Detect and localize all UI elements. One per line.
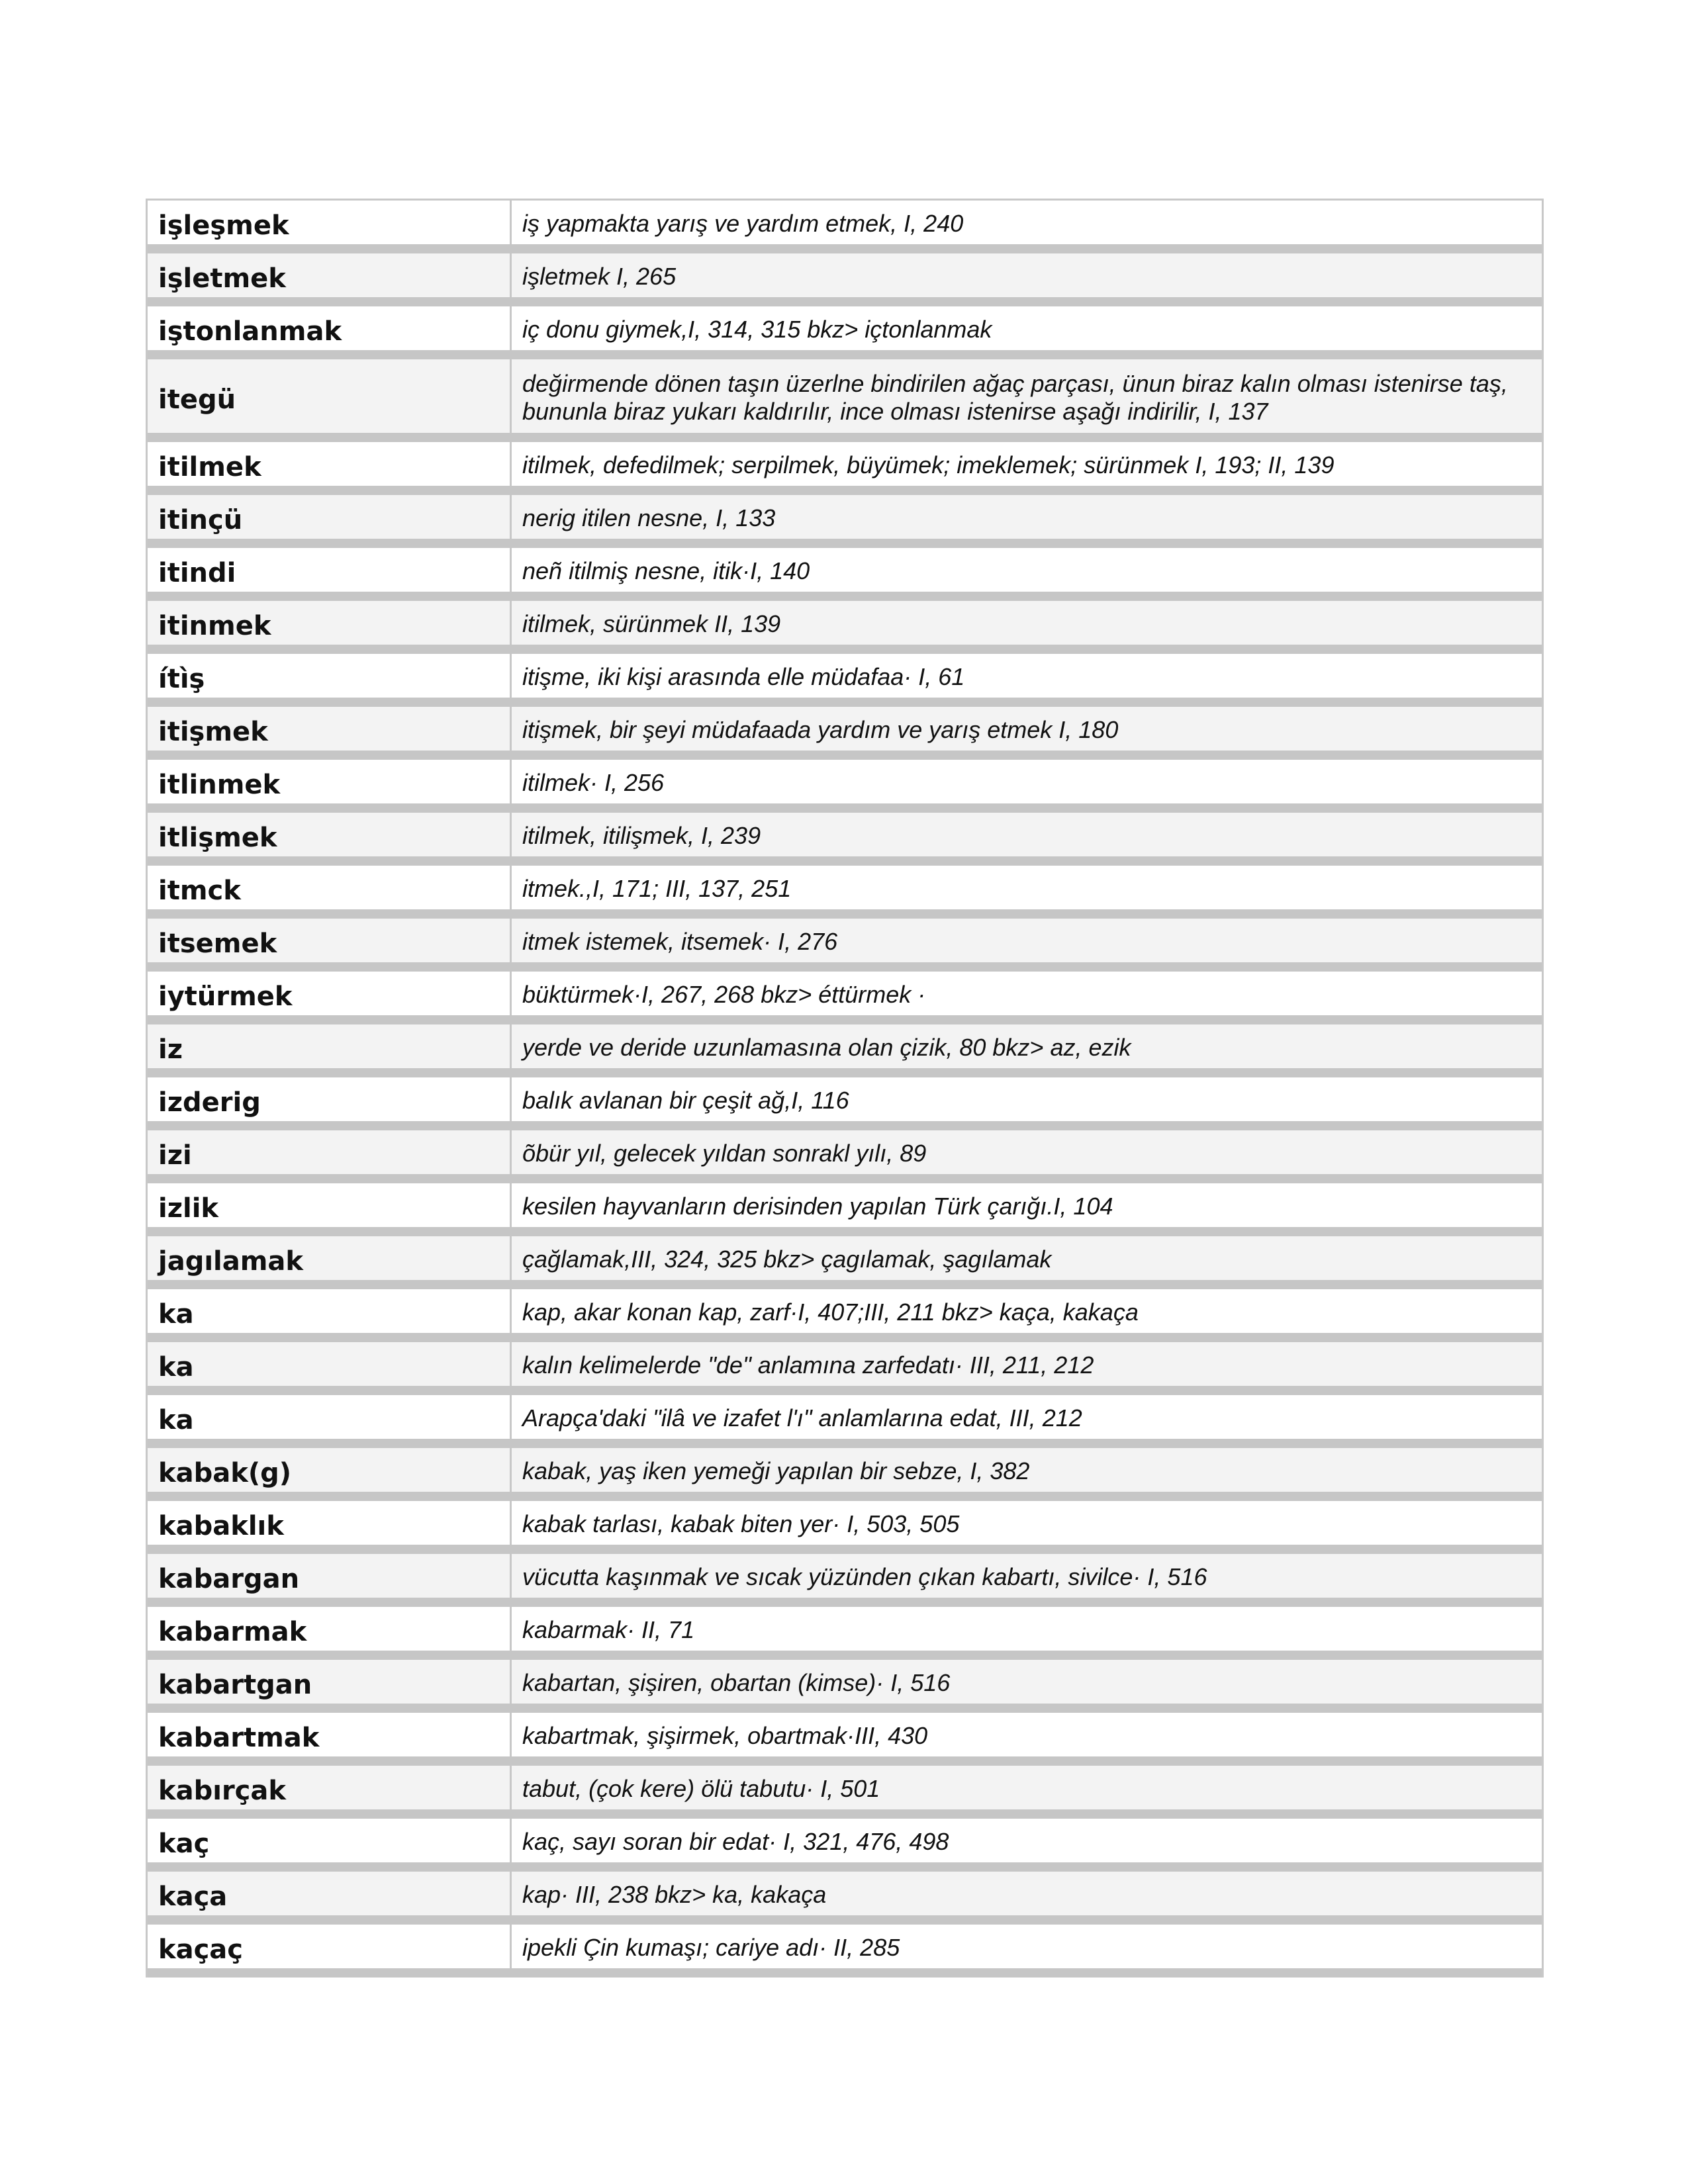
definition-cell: õbür yıl, gelecek yıldan sonrakl yılı, 89 (512, 1130, 1542, 1174)
table-row (148, 1872, 1542, 1925)
table-row (148, 1713, 1542, 1766)
table-row (148, 1289, 1542, 1342)
table-row (148, 253, 1542, 306)
definition-cell: kabartan, şişiren, obartan (kimse)· I, 516 (512, 1660, 1542, 1704)
definition-cell: kabak tarlası, kabak biten yer· I, 503, 505 (512, 1501, 1542, 1545)
headword-cell: ítìş (148, 654, 512, 698)
headword-cell: kabargan (148, 1554, 512, 1598)
headword-cell: itmck (148, 866, 512, 909)
headword-cell: izlik (148, 1183, 512, 1227)
table-row (148, 1342, 1542, 1395)
headword-cell: kaçaç (148, 1925, 512, 1968)
headword-cell: kabartgan (148, 1660, 512, 1704)
definition-cell: büktürmek·I, 267, 268 bkz> éttürmek · (512, 972, 1542, 1015)
table-row (148, 1819, 1542, 1872)
headword-cell: itişmek (148, 707, 512, 751)
definition-cell: ipekli Çin kumaşı; cariye adı· II, 285 (512, 1925, 1542, 1968)
table-row (148, 548, 1542, 601)
headword-cell: ka (148, 1289, 512, 1333)
headword-cell: iştonlanmak (148, 306, 512, 350)
table-row (148, 866, 1542, 919)
definition-cell: balık avlanan bir çeşit ağ,I, 116 (512, 1077, 1542, 1121)
table-row (148, 1077, 1542, 1130)
table-row (148, 707, 1542, 760)
headword-cell: itinçü (148, 495, 512, 539)
definition-cell: itmek.,I, 171; III, 137, 251 (512, 866, 1542, 909)
definition-cell: itişme, iki kişi arasında elle müdafaa· I, 61 (512, 654, 1542, 698)
definition-cell: itilmek, defedilmek; serpilmek, büyümek; imeklemek; sürünmek I, 193; II, 139 (512, 442, 1542, 486)
definition-cell: iç donu giymek,I, 314, 315 bkz> içtonlanmak (512, 306, 1542, 350)
definition-cell: kalın kelimelerde "de" anlamına zarfedatı· III, 211, 212 (512, 1342, 1542, 1386)
definition-cell: Arapça'daki "ilâ ve izafet l'ı" anlamlarına edat, III, 212 (512, 1395, 1542, 1439)
headword-cell: kabak(g) (148, 1448, 512, 1492)
table-row (148, 1554, 1542, 1607)
table-row (148, 813, 1542, 866)
headword-cell: itilmek (148, 442, 512, 486)
definition-cell: nerig itilen nesne, I, 133 (512, 495, 1542, 539)
definition-cell: itilmek, sürünmek II, 139 (512, 601, 1542, 645)
table-row (148, 359, 1542, 442)
headword-cell: itlişmek (148, 813, 512, 856)
table-row (148, 654, 1542, 707)
table-row (148, 972, 1542, 1024)
definition-cell: kaç, sayı soran bir edat· I, 321, 476, 498 (512, 1819, 1542, 1862)
headword-cell: iytürmek (148, 972, 512, 1015)
headword-cell: kabaklık (148, 1501, 512, 1545)
table-row (148, 1130, 1542, 1183)
headword-cell: kaç (148, 1819, 512, 1862)
table-row (148, 1925, 1542, 1978)
table-row (148, 919, 1542, 972)
definition-cell: kabarmak· II, 71 (512, 1607, 1542, 1651)
definition-cell: itilmek· I, 256 (512, 760, 1542, 803)
headword-cell: kabarmak (148, 1607, 512, 1651)
definition-cell: kesilen hayvanların derisinden yapılan Türk çarığı.I, 104 (512, 1183, 1542, 1227)
headword-cell: itlinmek (148, 760, 512, 803)
headword-cell: işletmek (148, 253, 512, 297)
headword-cell: ka (148, 1395, 512, 1439)
definition-cell: değirmende dönen taşın üzerlne bindirilen ağaç parçası, ünun biraz kalın olması istenirse taş, bununla biraz yukarı kaldırılır, ince olması istenirse aşağı indirilir, I, 137 (512, 359, 1542, 433)
headword-cell: itegü (148, 359, 512, 433)
table-row (148, 1501, 1542, 1554)
table-row (148, 1236, 1542, 1289)
table-row (148, 1766, 1542, 1819)
headword-cell: itindi (148, 548, 512, 592)
definition-cell: kabak, yaş iken yemeği yapılan bir sebze, I, 382 (512, 1448, 1542, 1492)
definition-cell: tabut, (çok kere) ölü tabutu· I, 501 (512, 1766, 1542, 1809)
headword-cell: itinmek (148, 601, 512, 645)
headword-cell: itsemek (148, 919, 512, 962)
headword-cell: kaça (148, 1872, 512, 1915)
definition-cell: işletmek I, 265 (512, 253, 1542, 297)
definition-cell: neñ itilmiş nesne, itik·I, 140 (512, 548, 1542, 592)
table-row (148, 760, 1542, 813)
table-row (148, 201, 1542, 253)
headword-cell: izderig (148, 1077, 512, 1121)
headword-cell: kabırçak (148, 1766, 512, 1809)
headword-cell: ka (148, 1342, 512, 1386)
table-row (148, 1183, 1542, 1236)
definition-cell: yerde ve deride uzunlamasına olan çizik, 80 bkz> az, ezik (512, 1024, 1542, 1068)
definition-cell: kap, akar konan kap, zarf·I, 407;III, 211 bkz> kaça, kakaça (512, 1289, 1542, 1333)
definition-cell: itişmek, bir şeyi müdafaada yardım ve yarış etmek I, 180 (512, 707, 1542, 751)
definition-cell: itmek istemek, itsemek· I, 276 (512, 919, 1542, 962)
table-row (148, 1024, 1542, 1077)
headword-cell: işleşmek (148, 201, 512, 244)
headword-cell: kabartmak (148, 1713, 512, 1756)
table-row (148, 306, 1542, 359)
table-row (148, 1448, 1542, 1501)
dictionary-table (146, 199, 1544, 1978)
table-row (148, 601, 1542, 654)
headword-cell: izi (148, 1130, 512, 1174)
definition-cell: çağlamak,III, 324, 325 bkz> çagılamak, şagılamak (512, 1236, 1542, 1280)
headword-cell: jagılamak (148, 1236, 512, 1280)
table-row (148, 1607, 1542, 1660)
definition-cell: itilmek, itilişmek, I, 239 (512, 813, 1542, 856)
definition-cell: kap· III, 238 bkz> ka, kakaça (512, 1872, 1542, 1915)
headword-cell: iz (148, 1024, 512, 1068)
table-row (148, 442, 1542, 495)
definition-cell: vücutta kaşınmak ve sıcak yüzünden çıkan kabartı, sivilce· I, 516 (512, 1554, 1542, 1598)
table-row (148, 1395, 1542, 1448)
definition-cell: iş yapmakta yarış ve yardım etmek, I, 240 (512, 201, 1542, 244)
table-row (148, 1660, 1542, 1713)
definition-cell: kabartmak, şişirmek, obartmak·III, 430 (512, 1713, 1542, 1756)
table-row (148, 495, 1542, 548)
